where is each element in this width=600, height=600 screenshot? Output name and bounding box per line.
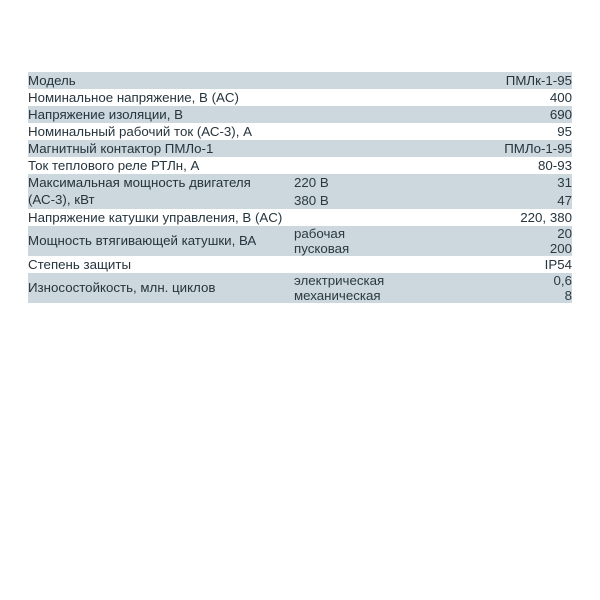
- specifications-table: [28, 72, 572, 303]
- spec-label: Степень защиты: [28, 256, 424, 273]
- spec-subrow-label: механическая: [294, 288, 424, 303]
- spec-subrow-label: 220 В: [294, 174, 424, 191]
- spec-value: 200: [424, 241, 572, 256]
- table-row: [28, 209, 572, 226]
- spec-value: 400: [424, 89, 572, 106]
- spec-value: 47: [424, 191, 572, 208]
- spec-subrow-label: пусковая: [294, 241, 424, 256]
- spec-value: 220, 380: [424, 209, 572, 226]
- spec-value: 690: [424, 106, 572, 123]
- table-row: [28, 72, 572, 89]
- spec-label: Номинальное напряжение, В (AC): [28, 89, 424, 106]
- spec-value: 31: [424, 174, 572, 191]
- spec-label: Напряжение изоляции, В: [28, 106, 424, 123]
- table-row: [28, 106, 572, 123]
- spec-value: 80-93: [424, 157, 572, 174]
- table-row: [28, 157, 572, 174]
- spec-value: IP54: [424, 256, 572, 273]
- table-row: [28, 89, 572, 106]
- table-row: [28, 273, 572, 288]
- spec-subrow-label: рабочая: [294, 226, 424, 241]
- spec-label: Износостойкость, млн. циклов: [28, 273, 294, 303]
- table-row: [28, 140, 572, 157]
- spec-label: Номинальный рабочий ток (АС-3), А: [28, 123, 424, 140]
- spec-value: 8: [424, 288, 572, 303]
- spec-value: ПМЛо-1-95: [424, 140, 572, 157]
- spec-label: Напряжение катушки управления, В (AC): [28, 209, 424, 226]
- table-row: [28, 226, 572, 241]
- table-row: [28, 256, 572, 273]
- table-row: [28, 123, 572, 140]
- spec-value: 20: [424, 226, 572, 241]
- spec-label: Максимальная мощность двигателя (АС-3), кВт: [28, 174, 294, 209]
- spec-label: Магнитный контактор ПМЛо-1: [28, 140, 424, 157]
- specifications-table-body: [28, 72, 572, 303]
- spec-value: ПМЛк-1-95: [424, 72, 572, 89]
- spec-label: Ток теплового реле РТЛн, А: [28, 157, 424, 174]
- table-row: [28, 174, 572, 191]
- spec-label: Мощность втягивающей катушки, ВА: [28, 226, 294, 256]
- spec-label: Модель: [28, 72, 424, 89]
- spec-value: 95: [424, 123, 572, 140]
- spec-subrow-label: электрическая: [294, 273, 424, 288]
- spec-subrow-label: 380 В: [294, 191, 424, 208]
- spec-value: 0,6: [424, 273, 572, 288]
